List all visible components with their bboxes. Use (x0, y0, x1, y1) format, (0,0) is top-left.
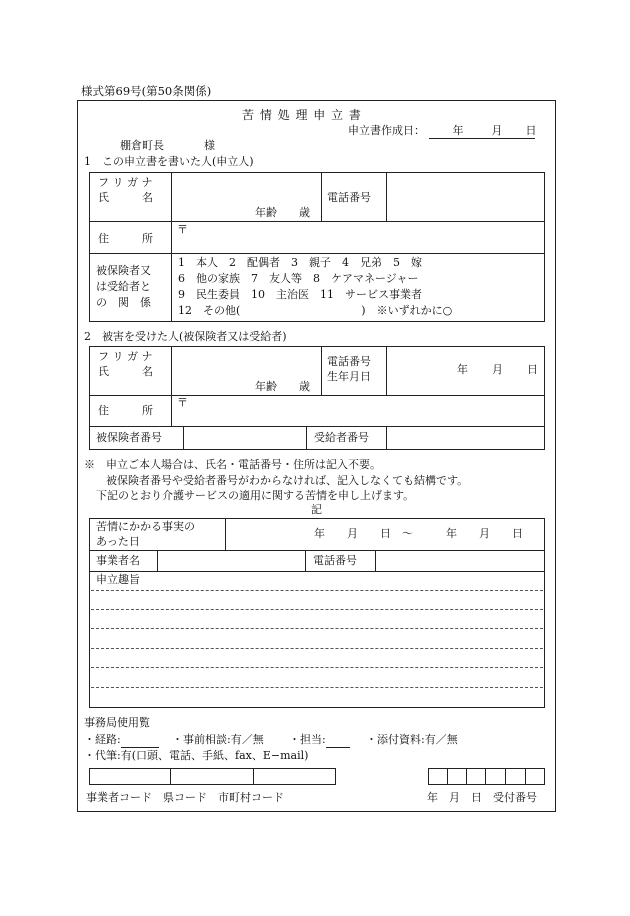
period-label-1: 苦情にかかる事実の (96, 520, 195, 533)
receipt-box[interactable] (428, 768, 448, 785)
creation-date-label: 申立書作成日： (348, 124, 425, 137)
s2-address-input[interactable] (172, 396, 544, 425)
s2-phone-dob-input[interactable] (387, 347, 544, 394)
note-line: 被保険者番号や受給者番号がわからなければ、記入しなくても結構です。 (106, 474, 469, 487)
business-name-label: 事業者名 (96, 554, 140, 567)
relation-option[interactable]: 1 本人 2 配偶者 3 親子 4 兄弟 5 嫁 (178, 256, 422, 269)
s2-furigana-label: フ リ ガ ナ (98, 350, 153, 363)
business-name-input[interactable] (158, 551, 304, 570)
s2-dob-label: 生年月日 (327, 370, 371, 383)
code-box[interactable] (253, 768, 336, 785)
prior-consult[interactable]: ・事前相談:有／無 (172, 733, 264, 746)
period-label-2: あった日 (96, 535, 140, 548)
s2-dob-day: 日 (527, 363, 538, 376)
insured-number-input[interactable] (184, 427, 305, 449)
proxy-writing[interactable]: ・代筆:有(口頭、電話、手紙、fax、E−mail) (84, 749, 309, 762)
complaint-phone-label: 電話番号 (313, 554, 357, 567)
insured-number-label: 被保険者番号 (96, 431, 162, 444)
relation-option[interactable]: 6 他の家族 7 友人等 8 ケアマネージャー (178, 272, 419, 285)
reason-label: 申立趣旨 (96, 573, 140, 586)
recipient-number-label: 受給者番号 (314, 431, 369, 444)
addressee: 棚倉町長 (120, 139, 164, 152)
s1-phone-label: 電話番号 (327, 191, 371, 204)
section2-heading: 2 被害を受けた人(被保険者又は受給者) (84, 330, 287, 343)
s1-relation-label-1: 被保険者又 (96, 264, 151, 277)
honorific: 様 (204, 139, 215, 152)
s2-age-label: 年齢 歳 (255, 380, 310, 393)
complaint-phone-input[interactable] (376, 551, 544, 570)
s2-dob-year: 年 (457, 363, 468, 376)
s1-address-label: 住 所 (98, 232, 153, 245)
code-box[interactable] (170, 768, 254, 785)
recipient-number-input[interactable] (387, 427, 544, 449)
s2-dob-month: 月 (492, 363, 503, 376)
form-number: 様式第69号(第50条関係) (81, 84, 212, 98)
ki-mark: 記 (311, 503, 322, 516)
s1-name-label: 氏 名 (98, 191, 153, 204)
code-labels: 事業者コード 県コード 市町村コード (86, 791, 284, 804)
s2-postal-mark: 〒 (177, 396, 188, 409)
s1-relation-label-3: の 関 係 (96, 296, 151, 309)
note-line: ※ 申立ご本人場合は、氏名・電話番号・住所は記入不要。 (84, 458, 381, 471)
creation-date-field[interactable]: 年 月 日 (429, 124, 535, 139)
staff-field[interactable]: ・担当: (289, 733, 350, 748)
office-heading: 事務局使用覧 (84, 716, 150, 729)
s1-relation-label-2: は受給者と (96, 280, 151, 293)
period-value[interactable]: 年 月 日 ～ 年 月 日 (314, 527, 523, 540)
receipt-box[interactable] (466, 768, 486, 785)
creation-date (348, 124, 535, 139)
relation-option[interactable]: 12 その他( ) ※いずれかに○ (178, 304, 453, 317)
receipt-box[interactable] (505, 768, 526, 785)
note-line: 下記のとおり介護サービスの適用に関する苦情を申し上げます。 (96, 489, 415, 502)
receipt-labels: 年 月 日 受付番号 (427, 791, 537, 804)
route-field[interactable]: ・経路: (84, 733, 159, 748)
s1-age-label: 年齢 歳 (255, 206, 310, 219)
s1-furigana-label: フ リ ガ ナ (98, 176, 153, 189)
s1-phone-input[interactable] (387, 173, 544, 220)
s1-address-input[interactable] (172, 222, 544, 252)
s2-address-label: 住 所 (98, 404, 153, 417)
s2-phone-label: 電話番号 (327, 355, 371, 368)
attachment[interactable]: ・添付資料:有／無 (366, 733, 458, 746)
s2-name-label: 氏 名 (98, 365, 153, 378)
receipt-box[interactable] (447, 768, 467, 785)
reason-input[interactable] (90, 588, 544, 706)
receipt-box[interactable] (525, 768, 545, 785)
code-box[interactable] (89, 768, 171, 785)
relation-option[interactable]: 9 民生委員 10 主治医 11 サービス事業者 (178, 288, 422, 301)
section1-heading: 1 この申立書を書いた人(申立人) (84, 155, 254, 168)
receipt-box[interactable] (485, 768, 506, 785)
form-title: 苦 情 処 理 申 立 書 (242, 108, 362, 122)
s1-postal-mark: 〒 (177, 223, 188, 236)
